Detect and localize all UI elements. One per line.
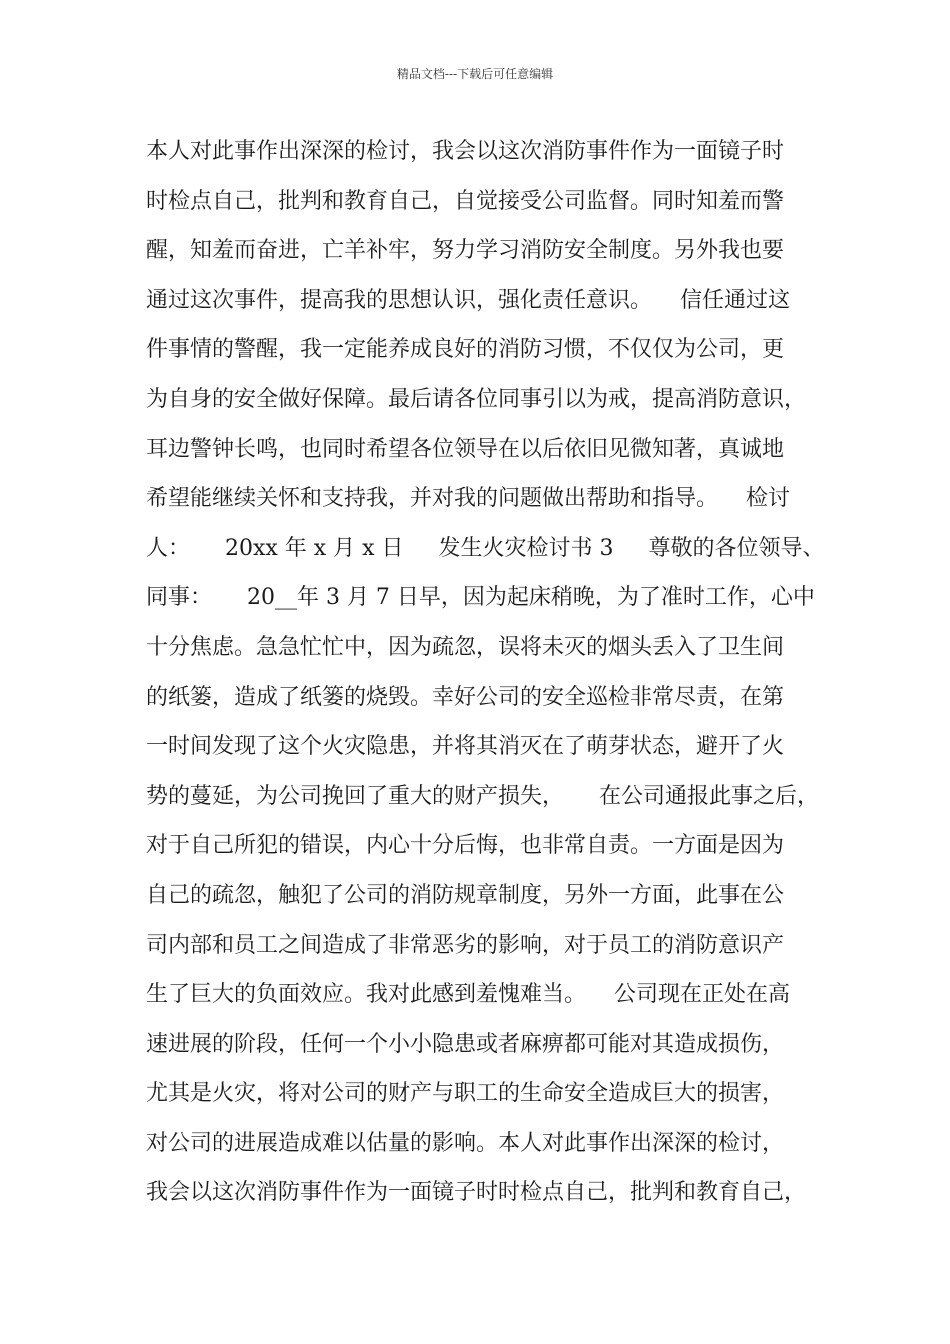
document-body xyxy=(146,132,826,1223)
text-line: 速进展的阶段，任何一个小小隐患或者麻痹都可能对其造成损伤， xyxy=(146,1031,785,1057)
text-line: 时检点自己，批判和教育自己，自觉接受公司监督。同时知羞而警 xyxy=(146,188,785,214)
text-line: 我会以这次消防事件作为一面镜子时时检点自己，批判和教育自己， xyxy=(146,1180,807,1206)
text-line: 对于自己所犯的错误，内心十分后悔，也非常自责。一方面是因为 xyxy=(146,833,785,859)
text-line: 耳边警钟长鸣，也同时希望各位领导在以后依旧见微知著，真诚地 xyxy=(146,436,785,462)
text-line: 十分焦虑。急急忙忙中，因为疏忽，误将未灭的烟头丢入了卫生间 xyxy=(146,634,785,660)
text-line: 为自身的安全做好保障。最后请各位同事引以为戒，提高消防意识， xyxy=(146,386,807,412)
text-line: 对公司的进展造成难以估量的影响。本人对此事作出深深的检讨， xyxy=(146,1130,785,1156)
text-line: 尤其是火灾，将对公司的财产与职工的生命安全造成巨大的损害， xyxy=(146,1081,785,1107)
text-line: 势的蔓延，为公司挽回了重大的财产损失， 在公司通报此事之后， xyxy=(146,783,819,809)
text-line: 一时间发现了这个火灾隐患，并将其消灭在了萌芽状态，避开了火 xyxy=(146,734,785,760)
page-header: 精品文档---下载后可任意编辑 xyxy=(396,67,554,81)
text-line: 同事： 20__年 3 月 7 日早，因为起床稍晚，为了准时工作，心中 xyxy=(146,585,815,611)
text-line: 司内部和员工之间造成了非常恶劣的影响，对于员工的消防意识产 xyxy=(146,932,785,958)
text-line: 生了巨大的负面效应。我对此感到羞愧难当。 公司现在正处在高 xyxy=(146,982,790,1008)
text-line: 本人对此事作出深深的检讨，我会以这次消防事件作为一面镜子时 xyxy=(146,139,785,164)
text-line: 件事情的警醒，我一定能养成良好的消防习惯，不仅仅为公司，更 xyxy=(146,337,785,363)
text-line: 的纸篓，造成了纸篓的烧毁。幸好公司的安全巡检非常尽责，在第 xyxy=(146,684,785,710)
text-line: 通过这次事件，提高我的思想认识，强化责任意识。 信任通过这 xyxy=(146,287,790,313)
text-line: 自己的疏忽，触犯了公司的消防规章制度，另外一方面，此事在公 xyxy=(146,882,785,908)
text-line: 醒，知羞而奋进，亡羊补牢，努力学习消防安全制度。另外我也要 xyxy=(146,238,785,264)
text-line: 希望能继续关怀和支持我，并对我的问题做出帮助和指导。 检讨 xyxy=(146,486,790,512)
text-line: 人： 20xx 年 x 月 x 日 发生火灾检讨书 3 尊敬的各位领导、 xyxy=(146,535,825,561)
